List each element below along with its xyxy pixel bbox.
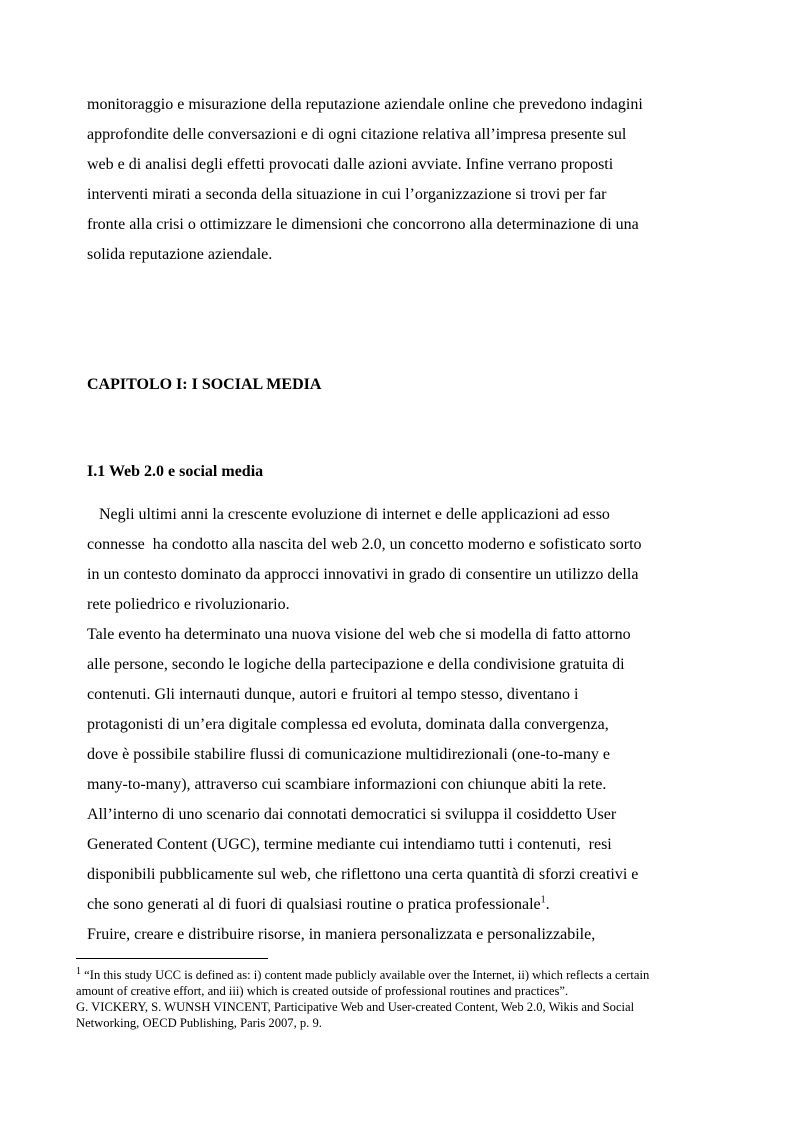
body-line-6: alle persone, secondo le logiche della partecipazione e della condivisione gratuita di xyxy=(87,656,625,673)
intro-line-1: monitoraggio e misurazione della reputazione aziendale online che prevedono indagini xyxy=(87,96,643,113)
footnote-reference[interactable]: 1 xyxy=(540,894,546,906)
chapter-title: CAPITOLO I: I SOCIAL MEDIA xyxy=(87,376,322,393)
footnote-line-4: Networking, OECD Publishing, Paris 2007, p. 9. xyxy=(76,1016,322,1030)
intro-line-2: approfondite delle conversazioni e di ogni citazione relativa all’impresa presente sul xyxy=(87,126,627,143)
footnote-line-1 xyxy=(76,967,649,983)
body-line-14-text: che sono generati al di fuori di qualsiasi routine o pratica professionale xyxy=(87,896,541,913)
body-line-3: in un contesto dominato da approcci innovativi in grado di consentire un utilizzo della xyxy=(87,566,639,583)
body-line-4: rete poliedrico e rivoluzionario. xyxy=(87,596,290,613)
body-line-8: protagonisti di un’era digitale complessa ed evoluta, dominata dalla convergenza, xyxy=(87,716,609,733)
intro-line-5: fronte alla crisi o ottimizzare le dimensioni che concorrono alla determinazione di una xyxy=(87,216,639,233)
section-title: I.1 Web 2.0 e social media xyxy=(87,463,264,480)
body-line-1: Negli ultimi anni la crescente evoluzione di internet e delle applicazioni ad esso xyxy=(87,506,610,523)
body-line-13: disponibili pubblicamente sul web, che riflettono una certa quantità di sforzi creativi e xyxy=(87,866,639,883)
intro-line-3: web e di analisi degli effetti provocati dalle azioni avviate. Infine verrano proposti xyxy=(87,156,614,173)
body-line-10: many-to-many), attraverso cui scambiare informazioni con chiunque abiti la rete. xyxy=(87,776,607,793)
body-line-2: connesse ha condotto alla nascita del web 2.0, un concetto moderno e sofisticato sorto xyxy=(87,536,642,553)
body-line-11: All’interno di uno scenario dai connotati democratici si sviluppa il cosiddetto User xyxy=(87,806,617,823)
footnote-line-1-text: “In this study UCC is defined as: i) content made publicly available over the Internet, ii) which reflects a certain xyxy=(84,968,650,982)
body-line-7: contenuti. Gli internauti dunque, autori e fruitori al tempo stesso, diventano i xyxy=(87,686,579,703)
body-line-5: Tale evento ha determinato una nuova visione del web che si modella di fatto attorno xyxy=(87,626,631,643)
body-line-9: dove è possibile stabilire flussi di comunicazione multidirezionali (one-to-many e xyxy=(87,746,610,763)
intro-line-6: solida reputazione aziendale. xyxy=(87,246,273,263)
footnote-separator xyxy=(76,958,268,959)
body-line-15: Fruire, creare e distribuire risorse, in maniera personalizzata e personalizzabile, xyxy=(87,926,596,943)
footnote-reference-period: . xyxy=(545,896,550,913)
footnote-marker: 1 xyxy=(76,965,81,977)
body-line-12: Generated Content (UGC), termine mediante cui intendiamo tutti i contenuti, resi xyxy=(87,836,612,853)
intro-line-4: interventi mirati a seconda della situazione in cui l’organizzazione si trovi per far xyxy=(87,186,607,203)
footnote-line-2: amount of creative effort, and iii) which is created outside of professional routines and practices”. xyxy=(76,984,569,998)
footnote-line-3: G. VICKERY, S. WUNSH VINCENT, Participative Web and User-created Content, Web 2.0, Wikis and Social xyxy=(76,1000,635,1014)
body-line-14 xyxy=(87,895,550,915)
